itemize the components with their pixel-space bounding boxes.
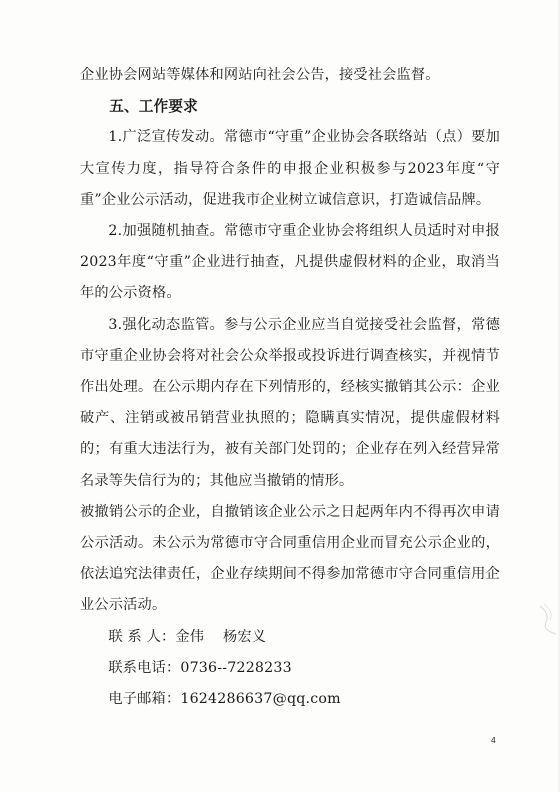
contact-person-label: 联 系 人：	[108, 628, 176, 645]
section-heading: 五、工作要求	[109, 98, 198, 116]
page-number: 4	[490, 736, 496, 745]
contact-email-label: 电子邮箱：	[108, 691, 181, 708]
requirement-item-3-continued: 被撤销公示的企业，自撤销该企业公示之日起两年内不得再次申请公示活动。未公示为常德市守合同重信用企业而冒充公示企业的，依法追究法律责任，企业存续期间不得参加常德市守合同重信用企业公示活动。	[80, 503, 500, 614]
contact-person-value: 金伟 杨宏义	[175, 628, 267, 645]
contact-phone-label: 联系电话：	[108, 659, 181, 676]
contact-phone-value: 0736--7228233	[180, 659, 292, 676]
contact-phone	[80, 653, 500, 684]
requirement-item-3: 3.强化动态监管。参与公示企业应当自觉接受社会监督，常德市守重企业协会将对社会公众举报或投诉进行调查核实，并视情节作出处理。在公示期内存在下列情形的，经核实撤销其公示：企业破产、注销或被吊销营业执照的；隐瞒真实情况，提供虚假材料的；有重大违法行为，被有关部门处罚的；企业存在列入经营异常名录等失信行为的；其他应当撤销的情形。	[80, 316, 500, 489]
document-body	[80, 60, 500, 715]
requirement-item-2: 2.加强随机抽查。常德市守重企业协会将组织人员适时对申报2023年度“守重”企业进行抽查，凡提供虚假材料的企业，取消当年的公示资格。	[80, 223, 500, 302]
contact-email-value: 1624286637@qq.com	[180, 691, 341, 708]
requirement-item-1: 1.广泛宣传发动。常德市“守重”企业协会各联络站（点）要加大宣传力度，指导符合条件的申报企业积极参与2023年度“守重”企业公示活动，促进我市企业树立诚信意识，打造诚信品牌。	[80, 129, 500, 208]
contact-email	[80, 684, 500, 715]
intro-line: 企业协会网站等媒体和网站向社会公告，接受社会监督。	[80, 67, 440, 83]
contact-person	[80, 622, 500, 653]
